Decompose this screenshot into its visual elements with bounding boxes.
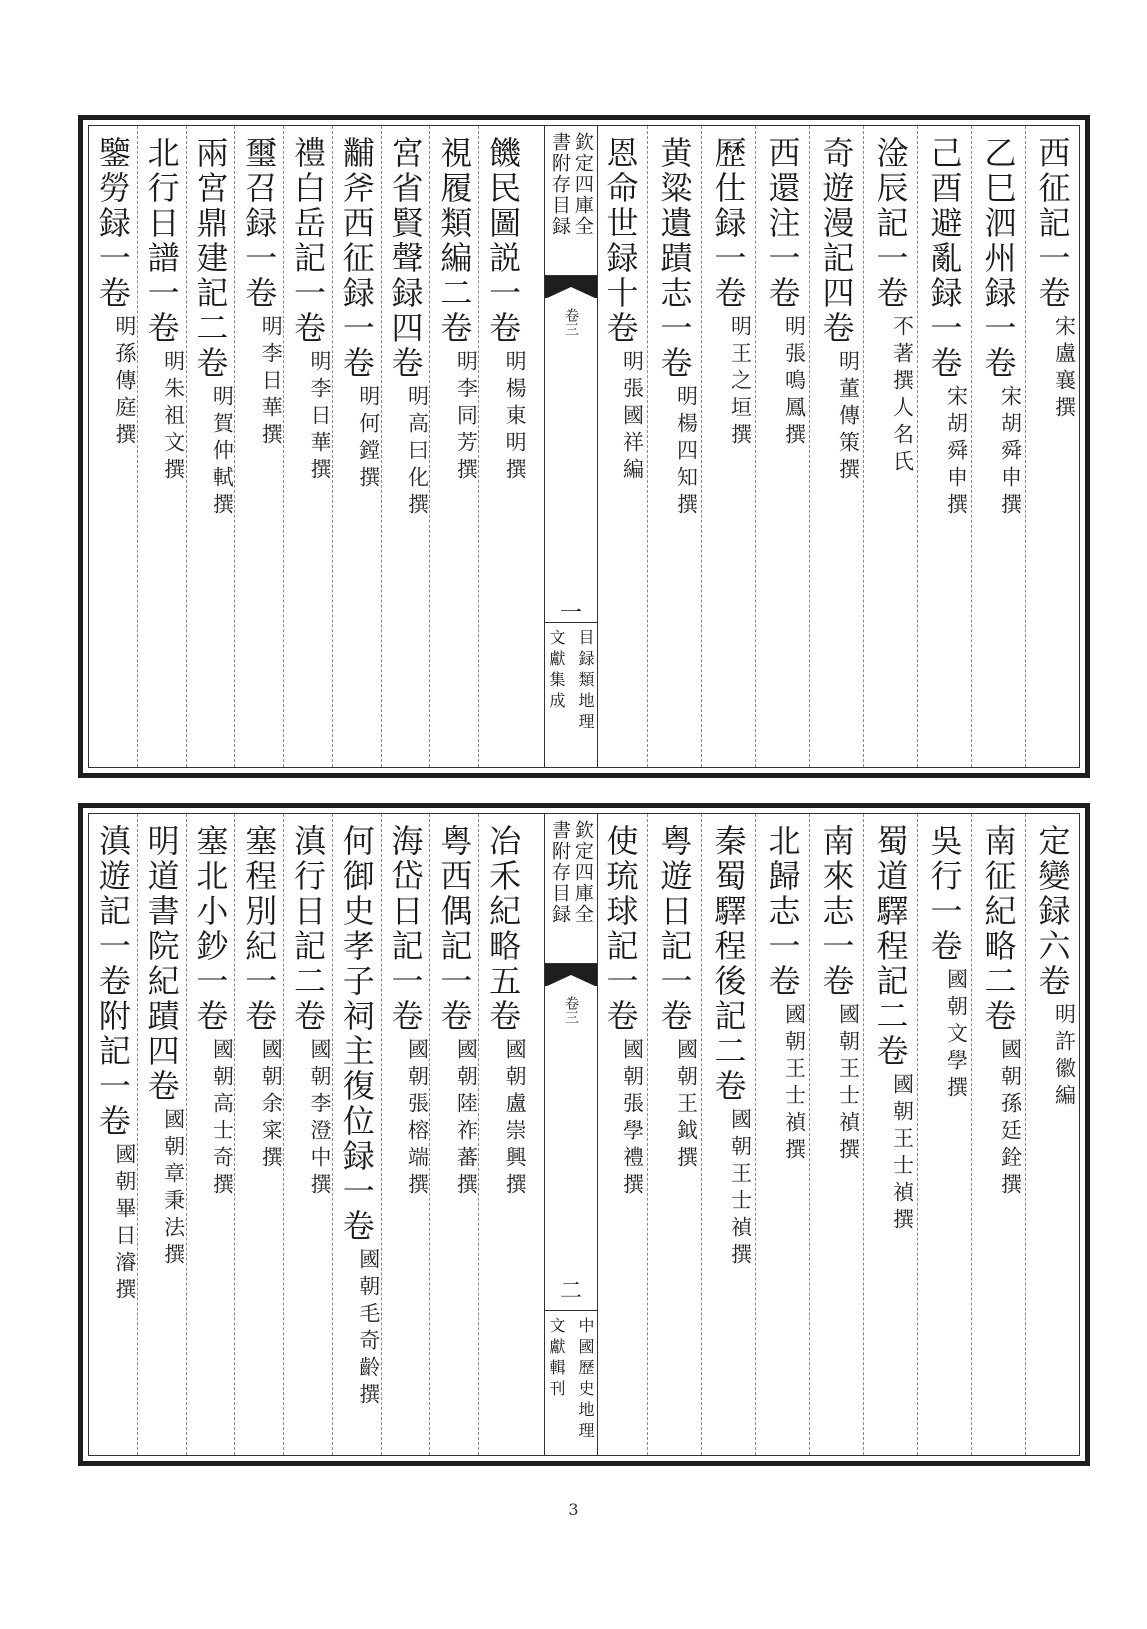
catalogue-entry xyxy=(137,126,186,767)
catalogue-entry xyxy=(478,126,527,767)
left-half-columns xyxy=(89,126,527,767)
catalogue-entry xyxy=(647,814,701,1455)
catalogue-entry xyxy=(429,814,478,1455)
entry-author: 國朝陸祚蕃撰 xyxy=(454,1038,479,1200)
catalogue-entry xyxy=(89,126,137,767)
entry-title: 蜀道驛程記二卷 xyxy=(871,824,910,1069)
entry-title: 饑民圖説一卷 xyxy=(484,136,523,346)
catalogue-entry xyxy=(809,814,863,1455)
entry-title: 恩命世録十卷 xyxy=(601,136,640,346)
centre-head-line: 欽定四庫全 xyxy=(571,820,594,925)
entry-author: 明何鏜撰 xyxy=(356,385,381,493)
entry-author: 宋胡舜申撰 xyxy=(998,385,1023,520)
entry-author: 明高曰化撰 xyxy=(405,385,430,520)
catalogue-entry xyxy=(755,814,809,1455)
catalogue-entry xyxy=(1025,814,1079,1455)
entry-title: 己酉避亂録一卷 xyxy=(925,136,964,381)
entry-author: 國朝章秉法撰 xyxy=(161,1108,186,1270)
catalogue-entry xyxy=(283,126,332,767)
entry-title: 北行日譜一卷 xyxy=(142,136,181,346)
catalogue-entry xyxy=(137,814,186,1455)
right-half-columns xyxy=(594,126,1079,767)
entry-title: 冶禾紀略五卷 xyxy=(484,824,523,1034)
entry-title: 西征記一卷 xyxy=(1033,136,1072,311)
catalogue-entry xyxy=(809,126,863,767)
catalogue-entry xyxy=(429,126,478,767)
centre-foot-line: 文獻集成 xyxy=(547,629,566,713)
juan-label: 卷三 xyxy=(563,996,579,1024)
entry-title: 海岱日記一卷 xyxy=(386,824,425,1034)
entry-title: 乙巳泗州録一卷 xyxy=(979,136,1018,381)
left-half-columns xyxy=(89,814,527,1455)
fish-tail-mark xyxy=(545,276,597,298)
entry-author: 明張國祥編 xyxy=(620,350,645,485)
catalogue-entry xyxy=(381,126,430,767)
entry-title: 兩宮鼎建記二卷 xyxy=(191,136,230,381)
entry-author: 國朝畢日濬撰 xyxy=(112,1143,137,1305)
entry-title: 淦辰記一卷 xyxy=(871,136,910,311)
entry-author: 國朝李澄中撰 xyxy=(307,1038,332,1200)
entry-title: 北歸志一卷 xyxy=(763,824,802,999)
entry-title: 西還注一卷 xyxy=(763,136,802,311)
entry-title: 奇遊漫記四卷 xyxy=(817,136,856,346)
juan-label: 卷三 xyxy=(563,308,579,336)
centre-foot xyxy=(545,1310,597,1455)
centre-foot-line: 目録類地理 xyxy=(576,629,595,734)
entry-title: 宮省賢聲録四卷 xyxy=(386,136,425,381)
catalogue-entry xyxy=(594,814,647,1455)
entry-author: 明李日華撰 xyxy=(259,315,284,450)
catalogue-entry xyxy=(971,814,1025,1455)
folio-number: 二 xyxy=(559,1279,582,1304)
fish-tail-mark xyxy=(545,964,597,986)
entry-title: 黼斧西征録一卷 xyxy=(337,136,376,381)
catalogue-entry xyxy=(186,126,235,767)
catalogue-entry xyxy=(863,126,917,767)
catalogue-entry xyxy=(755,126,809,767)
entry-author: 國朝余寀撰 xyxy=(259,1038,284,1173)
catalogue-entry xyxy=(1025,126,1079,767)
catalogue-entry xyxy=(701,126,755,767)
entry-author: 國朝盧崇興撰 xyxy=(503,1038,528,1200)
catalogue-entry xyxy=(89,814,137,1455)
entry-title: 歷仕録一卷 xyxy=(709,136,748,311)
centre-fold-strip xyxy=(544,814,598,1455)
catalogue-entry xyxy=(917,814,971,1455)
catalogue-entry xyxy=(478,814,527,1455)
entry-title: 秦蜀驛程後記二卷 xyxy=(709,824,748,1104)
entry-author: 明朱祖文撰 xyxy=(161,350,186,485)
catalogue-entry xyxy=(647,126,701,767)
page-inner-frame xyxy=(88,813,1080,1456)
entry-title: 塞北小鈔一卷 xyxy=(191,824,230,1034)
entry-title: 使琉球記一卷 xyxy=(601,824,640,1034)
folio-page-1 xyxy=(78,115,1090,778)
entry-author: 國朝王士禎撰 xyxy=(728,1108,753,1270)
entry-title: 明道書院紀蹟四卷 xyxy=(142,824,181,1104)
page-number: 3 xyxy=(568,1500,579,1519)
entry-author: 不著撰人名氏 xyxy=(890,315,915,477)
entry-author: 明張鳴鳳撰 xyxy=(782,315,807,450)
catalogue-entry xyxy=(863,814,917,1455)
entry-author: 國朝張學禮撰 xyxy=(620,1038,645,1200)
entry-author: 明董傳策撰 xyxy=(836,350,861,485)
entry-title: 滇遊記一卷附記一卷 xyxy=(93,824,132,1139)
right-half-columns xyxy=(594,814,1079,1455)
entry-author: 明李同芳撰 xyxy=(454,350,479,485)
centre-foot xyxy=(545,622,597,767)
folio-page-2 xyxy=(78,803,1090,1466)
page-inner-frame xyxy=(88,125,1080,768)
centre-foot-line: 文獻輯刊 xyxy=(547,1317,566,1401)
catalogue-entry xyxy=(594,126,647,767)
entry-title: 何御史孝子祠主復位録一卷 xyxy=(337,824,376,1244)
entry-author: 明楊東明撰 xyxy=(503,350,528,485)
entry-author: 國朝王鉞撰 xyxy=(674,1038,699,1173)
centre-head xyxy=(545,126,597,276)
entry-author: 明王之垣撰 xyxy=(728,315,753,450)
entry-author: 宋胡舜申撰 xyxy=(944,385,969,520)
entry-title: 定變録六卷 xyxy=(1033,824,1072,999)
folio-number: 一 xyxy=(559,601,582,626)
catalogue-entry xyxy=(701,814,755,1455)
catalogue-entry xyxy=(971,126,1025,767)
entry-title: 吳行一卷 xyxy=(925,824,964,964)
centre-fold-strip xyxy=(544,126,598,767)
entry-author: 國朝孫廷銓撰 xyxy=(998,1038,1023,1200)
entry-author: 國朝毛奇齡撰 xyxy=(356,1248,381,1410)
centre-head xyxy=(545,814,597,964)
entry-title: 粤遊日記一卷 xyxy=(655,824,694,1034)
catalogue-entry xyxy=(917,126,971,767)
catalogue-entry xyxy=(186,814,235,1455)
catalogue-entry xyxy=(283,814,332,1455)
entry-author: 國朝張榕端撰 xyxy=(405,1038,430,1200)
entry-title: 塞程別紀一卷 xyxy=(240,824,279,1034)
catalogue-entry xyxy=(234,126,283,767)
entry-author: 國朝高士奇撰 xyxy=(210,1038,235,1200)
entry-title: 南來志一卷 xyxy=(817,824,856,999)
entry-author: 國朝文學撰 xyxy=(944,968,969,1103)
entry-title: 禮白岳記一卷 xyxy=(288,136,327,346)
entry-author: 明楊四知撰 xyxy=(674,385,699,520)
catalogue-entry xyxy=(234,814,283,1455)
entry-author: 明孫傳庭撰 xyxy=(112,315,137,450)
entry-author: 明賀仲軾撰 xyxy=(210,385,235,520)
entry-author: 宋盧襄撰 xyxy=(1052,315,1077,423)
entry-title: 粤西偶記一卷 xyxy=(435,824,474,1034)
entry-title: 南征紀略二卷 xyxy=(979,824,1018,1034)
entry-author: 國朝王士禎撰 xyxy=(782,1003,807,1165)
catalogue-entry xyxy=(381,814,430,1455)
centre-foot-line: 中國歷史地理 xyxy=(576,1317,595,1443)
centre-head-line: 書附存目録 xyxy=(549,132,571,237)
entry-title: 黄粱遺蹟志一卷 xyxy=(655,136,694,381)
entry-title: 璽召録一卷 xyxy=(240,136,279,311)
entry-author: 明許徽編 xyxy=(1052,1003,1077,1111)
entry-author: 國朝王士禎撰 xyxy=(836,1003,861,1165)
entry-title: 視履類編二卷 xyxy=(435,136,474,346)
centre-head-line: 欽定四庫全 xyxy=(571,132,594,237)
centre-head-line: 書附存目録 xyxy=(549,820,571,925)
catalogue-entry xyxy=(332,814,381,1455)
entry-title: 滇行日記二卷 xyxy=(288,824,327,1034)
entry-title: 鑒勞録一卷 xyxy=(93,136,132,311)
entry-author: 國朝王士禎撰 xyxy=(890,1073,915,1235)
entry-author: 明李日華撰 xyxy=(307,350,332,485)
catalogue-entry xyxy=(332,126,381,767)
